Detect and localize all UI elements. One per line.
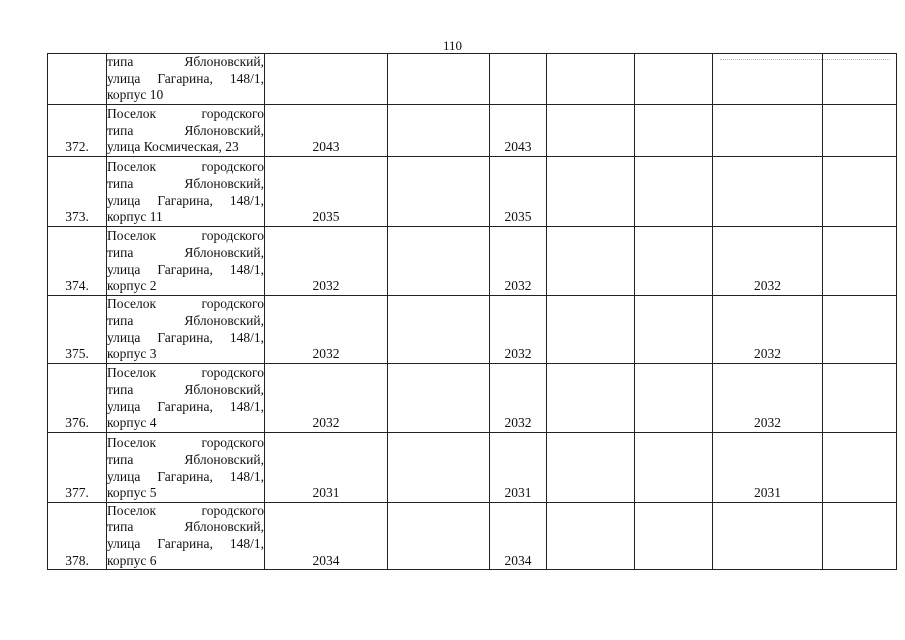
- address-line: типа Яблоновский,: [107, 519, 264, 535]
- address-line: корпус 3: [107, 346, 157, 362]
- address-line: Поселок городского: [107, 365, 264, 381]
- address-line: улица Гагарина, 148/1,: [107, 468, 264, 484]
- value-cell-c1: 2043: [265, 104, 388, 156]
- address-line: Поселок городского: [107, 502, 264, 518]
- address-line: типа Яблоновский,: [107, 452, 264, 467]
- value-cell-c5: [635, 104, 713, 156]
- table-row: [48, 295, 897, 363]
- value-cell-c6: 2032: [713, 226, 823, 295]
- empty-cell: [823, 104, 897, 156]
- value-cell-c5: [635, 54, 713, 105]
- value-cell-c6: [713, 156, 823, 226]
- value-cell-c2: [388, 295, 490, 363]
- row-number: 376.: [48, 363, 107, 432]
- value-cell-c2: [388, 104, 490, 156]
- value-cell-c1: 2032: [265, 295, 388, 363]
- address-line: улица Гагарина, 148/1,: [107, 329, 264, 345]
- value-cell-c2: [388, 432, 490, 502]
- value-cell-c4: [547, 363, 635, 432]
- value-cell-c2: [388, 226, 490, 295]
- table-row: [48, 502, 897, 569]
- address-line: типа Яблоновский,: [107, 122, 264, 138]
- empty-cell: [823, 54, 897, 105]
- table-row: [48, 432, 897, 502]
- address-cell: [107, 226, 265, 295]
- empty-cell: [823, 226, 897, 295]
- table-row: [48, 54, 897, 105]
- value-cell-c4: [547, 502, 635, 569]
- address-cell: [107, 432, 265, 502]
- empty-cell: [823, 363, 897, 432]
- value-cell-c1: 2031: [265, 432, 388, 502]
- value-cell-c4: [547, 156, 635, 226]
- value-cell-c3: 2035: [490, 156, 547, 226]
- empty-cell: [823, 156, 897, 226]
- address-line: Поселок городского: [107, 106, 264, 121]
- value-cell-c6: [713, 502, 823, 569]
- value-cell-c6: [713, 54, 823, 105]
- address-line: улица Гагарина, 148/1,: [107, 261, 264, 277]
- address-line: улица Гагарина, 148/1,: [107, 398, 264, 414]
- value-cell-c5: [635, 363, 713, 432]
- value-cell-c4: [547, 295, 635, 363]
- row-number: [48, 54, 107, 105]
- value-cell-c2: [388, 363, 490, 432]
- value-cell-c4: [547, 104, 635, 156]
- value-cell-c6: [713, 104, 823, 156]
- value-cell-c4: [547, 54, 635, 105]
- empty-cell: [823, 502, 897, 569]
- table-row: [48, 363, 897, 432]
- value-cell-c5: [635, 432, 713, 502]
- value-cell-c2: [388, 54, 490, 105]
- address-cell: [107, 502, 265, 569]
- value-cell-c6: 2032: [713, 295, 823, 363]
- value-cell-c1: 2032: [265, 363, 388, 432]
- table-row: [48, 226, 897, 295]
- value-cell-c1: [265, 54, 388, 105]
- table-row: [48, 104, 897, 156]
- row-number: 373.: [48, 156, 107, 226]
- row-number: 377.: [48, 432, 107, 502]
- row-number: 374.: [48, 226, 107, 295]
- address-line: корпус 2: [107, 278, 157, 294]
- address-line: улица Гагарина, 148/1,: [107, 535, 264, 551]
- address-cell: [107, 156, 265, 226]
- address-line: типа Яблоновский,: [107, 245, 264, 260]
- address-line: улица Космическая, 23: [107, 139, 239, 155]
- value-cell-c1: 2035: [265, 156, 388, 226]
- address-line: типа Яблоновский,: [107, 382, 264, 397]
- empty-cell: [823, 295, 897, 363]
- value-cell-c3: [490, 54, 547, 105]
- value-cell-c5: [635, 226, 713, 295]
- address-line: корпус 5: [107, 485, 157, 501]
- page-number: 110: [442, 38, 463, 53]
- address-cell: [107, 295, 265, 363]
- registry-table: [47, 53, 897, 570]
- address-line: корпус 6: [107, 552, 157, 568]
- value-cell-c3: 2031: [490, 432, 547, 502]
- address-line: улица Гагарина, 148/1,: [107, 70, 264, 86]
- value-cell-c2: [388, 156, 490, 226]
- address-line: типа Яблоновский,: [107, 313, 264, 328]
- address-line: типа Яблоновский,: [107, 54, 264, 69]
- table-row: [48, 156, 897, 226]
- value-cell-c1: 2034: [265, 502, 388, 569]
- address-line: типа Яблоновский,: [107, 176, 264, 191]
- value-cell-c6: 2031: [713, 432, 823, 502]
- value-cell-c4: [547, 432, 635, 502]
- row-number: 372.: [48, 104, 107, 156]
- empty-cell: [823, 432, 897, 502]
- value-cell-c3: 2034: [490, 502, 547, 569]
- address-line: Поселок городского: [107, 228, 264, 244]
- row-number: 378.: [48, 502, 107, 569]
- address-line: корпус 10: [107, 87, 164, 103]
- value-cell-c2: [388, 502, 490, 569]
- address-line: Поселок городского: [107, 159, 264, 175]
- value-cell-c3: 2032: [490, 226, 547, 295]
- value-cell-c4: [547, 226, 635, 295]
- address-line: корпус 4: [107, 415, 157, 431]
- address-line: улица Гагарина, 148/1,: [107, 192, 264, 208]
- value-cell-c5: [635, 156, 713, 226]
- value-cell-c3: 2043: [490, 104, 547, 156]
- value-cell-c1: 2032: [265, 226, 388, 295]
- address-cell: [107, 54, 265, 105]
- address-cell: [107, 363, 265, 432]
- value-cell-c6: 2032: [713, 363, 823, 432]
- address-line: корпус 11: [107, 209, 163, 225]
- value-cell-c5: [635, 502, 713, 569]
- address-line: Поселок городского: [107, 296, 264, 312]
- value-cell-c5: [635, 295, 713, 363]
- value-cell-c3: 2032: [490, 295, 547, 363]
- address-cell: [107, 104, 265, 156]
- value-cell-c3: 2032: [490, 363, 547, 432]
- row-number: 375.: [48, 295, 107, 363]
- address-line: Поселок городского: [107, 435, 264, 451]
